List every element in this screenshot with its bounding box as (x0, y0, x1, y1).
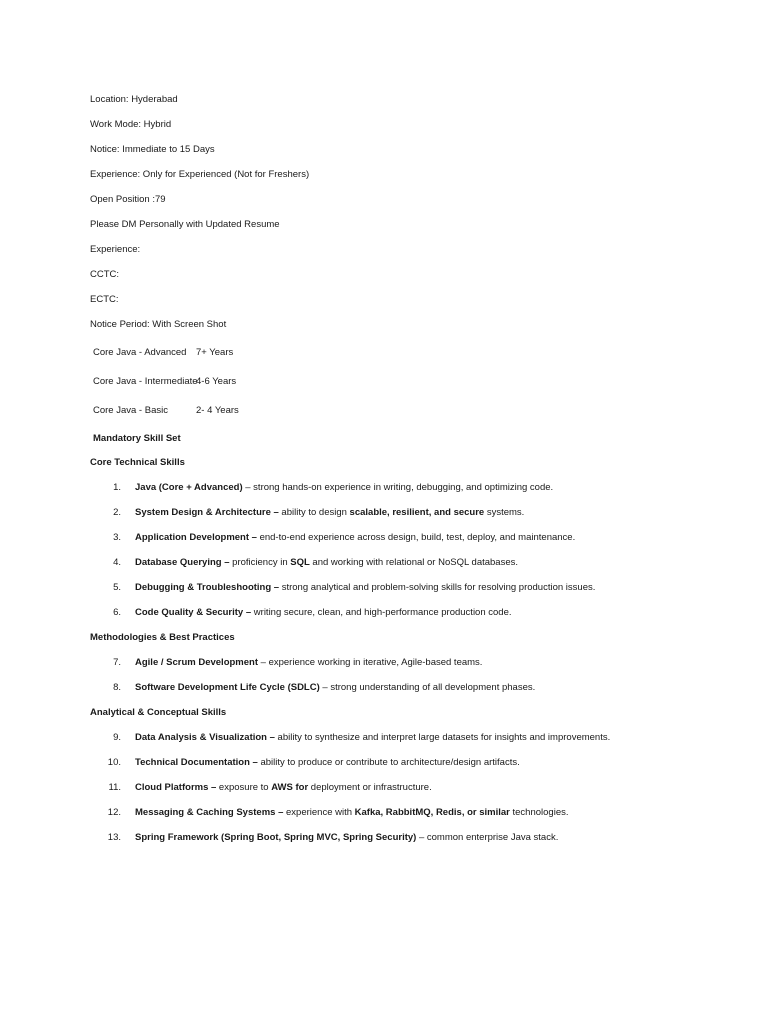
list-item-title: Debugging & Troubleshooting – (135, 582, 280, 593)
list-item-title: Data Analysis & Visualization – (135, 732, 275, 743)
list-item-text (135, 532, 575, 543)
ectc-line: ECTC: (90, 294, 119, 305)
list-item-text (135, 682, 535, 693)
list-item-title: Spring Framework (Spring Boot, Spring MVC, Spring Security) (135, 832, 417, 843)
list-item-number: 5. (113, 582, 121, 593)
section-heading-core-technical: Core Technical Skills (90, 457, 185, 468)
list-item-emphasis: Kafka, RabbitMQ, Redis, or similar (354, 807, 510, 818)
list-item-desc: – strong hands-on experience in writing, debugging, and optimizing code. (242, 482, 554, 493)
list-item-number: 9. (113, 732, 121, 743)
list-item-emphasis: SQL (290, 557, 310, 568)
section-heading-methodologies: Methodologies & Best Practices (90, 632, 235, 643)
list-item-desc: exposure to (216, 782, 272, 793)
open-position-line: Open Position :79 (90, 194, 166, 205)
notice-line: Notice: Immediate to 15 Days (90, 144, 215, 155)
list-item-title: Software Development Life Cycle (SDLC) (135, 682, 320, 693)
list-item-title: Code Quality & Security – (135, 607, 252, 618)
experience-requirement-line: Experience: Only for Experienced (Not for Freshers) (90, 169, 310, 180)
list-item-title: Agile / Scrum Development (135, 657, 259, 668)
list-item-number: 3. (113, 532, 121, 543)
list-item-emphasis: AWS for (271, 782, 309, 793)
list-item-number: 11. (108, 782, 121, 793)
list-item-desc: end-to-end experience across design, build, test, deploy, and maintenance. (256, 532, 576, 543)
list-item-title: System Design & Architecture – (135, 507, 279, 518)
list-item-text (135, 732, 610, 743)
list-item-text (135, 607, 512, 618)
list-item-desc: ability to synthesize and interpret large datasets for insights and improvements. (274, 732, 611, 743)
list-item-desc-tail: and working with relational or NoSQL databases. (309, 557, 519, 568)
list-item-emphasis: scalable, resilient, and secure (349, 507, 485, 518)
list-item-desc-tail: deployment or infrastructure. (308, 782, 432, 793)
list-item-desc: writing secure, clean, and high-performance production code. (251, 607, 512, 618)
work-mode-line: Work Mode: Hybrid (90, 119, 172, 130)
list-item-text (135, 757, 520, 768)
list-item-number: 7. (113, 657, 121, 668)
mandatory-skill-heading: Mandatory Skill Set (93, 433, 181, 444)
notice-period-line: Notice Period: With Screen Shot (90, 319, 227, 330)
list-item-title: Java (Core + Advanced) (135, 482, 243, 493)
list-item-desc: proficiency in (229, 557, 291, 568)
list-item-number: 13. (107, 832, 121, 843)
list-item-desc: – common enterprise Java stack. (416, 832, 559, 843)
list-item-text (135, 657, 482, 668)
list-item-text (135, 582, 595, 593)
list-item-text (135, 782, 432, 793)
list-item-title: Technical Documentation – (135, 757, 258, 768)
list-item-number: 2. (113, 507, 121, 518)
list-item-title: Database Querying – (135, 557, 230, 568)
cctc-line: CCTC: (90, 269, 120, 280)
experience-level-years: 7+ Years (196, 347, 234, 358)
experience-level-name: Core Java - Advanced (93, 347, 187, 358)
list-item-text (135, 482, 553, 493)
list-item-number: 8. (113, 682, 121, 693)
list-item-desc: ability to design (278, 507, 350, 518)
experience-level-name: Core Java - Intermediate (93, 376, 198, 387)
section-heading-analytical: Analytical & Conceptual Skills (90, 707, 227, 718)
list-item-desc: – strong understanding of all development phases. (319, 682, 536, 693)
list-item-desc: strong analytical and problem-solving skills for resolving production issues. (279, 582, 596, 593)
list-item-title: Cloud Platforms – (135, 782, 217, 793)
list-item-title: Messaging & Caching Systems – (135, 807, 284, 818)
list-item-text (135, 557, 518, 568)
list-item-text (135, 507, 524, 518)
list-item-text (135, 832, 558, 843)
list-item-desc: ability to produce or contribute to architecture/design artifacts. (257, 757, 520, 768)
list-item-title: Application Development – (135, 532, 257, 543)
list-item-number: 4. (113, 557, 121, 568)
experience-level-years: 4-6 Years (196, 376, 237, 387)
list-item-number: 1. (113, 482, 121, 493)
list-item-text (135, 807, 569, 818)
location-line: Location: Hyderabad (90, 94, 178, 105)
experience-field-line: Experience: (90, 244, 141, 255)
dm-note-line: Please DM Personally with Updated Resume (90, 219, 280, 230)
list-item-desc: experience with (283, 807, 355, 818)
list-item-desc-tail: technologies. (509, 807, 569, 818)
list-item-desc-tail: systems. (484, 507, 525, 518)
experience-level-years: 2- 4 Years (196, 405, 239, 416)
list-item-desc: – experience working in iterative, Agile-based teams. (258, 657, 483, 668)
list-item-number: 12. (107, 807, 121, 818)
list-item-number: 6. (113, 607, 121, 618)
experience-level-name: Core Java - Basic (93, 405, 168, 416)
list-item-number: 10. (107, 757, 121, 768)
